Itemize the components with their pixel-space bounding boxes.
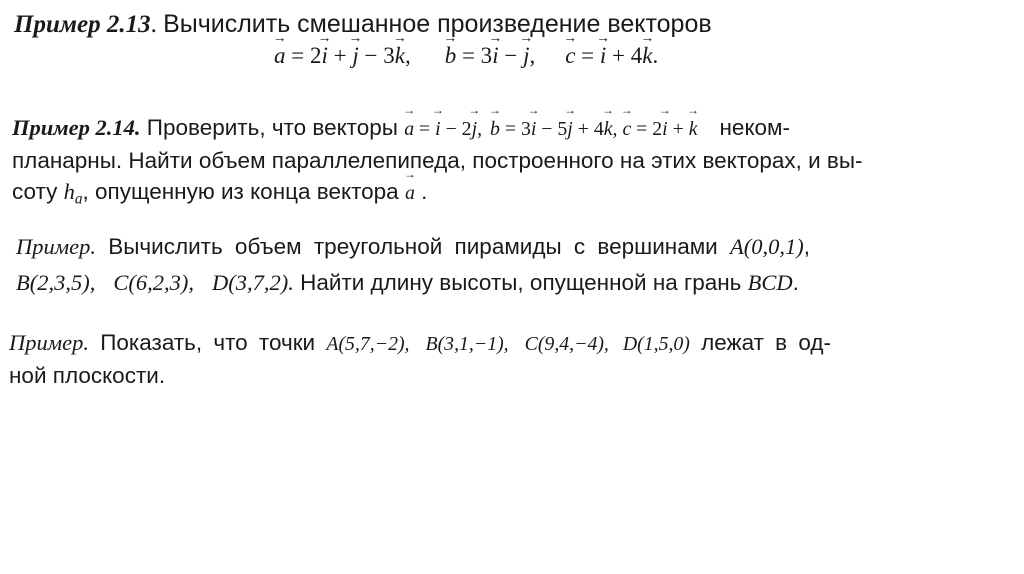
- example-2-14-line-1: [12, 112, 1012, 145]
- example-2-14-line-3-start: соту: [12, 179, 64, 204]
- vector-a-coef-2: − 2: [440, 118, 472, 140]
- vector-a-symbol: a →: [274, 41, 286, 71]
- example-2-14-line-2: планарны. Найти объем параллелепипеда, построенного на этих векторах, и вы-: [12, 148, 863, 173]
- vector-a-end: ,: [477, 118, 483, 140]
- vector-a-coef-3: − 3: [358, 43, 395, 68]
- example-points-label: Пример.: [9, 330, 89, 355]
- unit-i-symbol: i →: [435, 114, 441, 145]
- vector-a-symbol: a →: [405, 178, 415, 209]
- vector-b-coef-3: + 4: [572, 118, 604, 140]
- vector-b-coef-1: = 3: [499, 118, 531, 140]
- unit-k-symbol: k →: [642, 41, 652, 71]
- face-bcd: BCD: [747, 270, 793, 295]
- example-2-13-vectors: [274, 41, 1014, 71]
- unit-j-symbol: j →: [523, 41, 529, 71]
- example-pyramid-line-1: [16, 229, 1016, 265]
- example-points-text-2: лежат в од-: [689, 330, 832, 355]
- unit-j-symbol: j →: [352, 41, 358, 71]
- vector-b-coef-1: = 3: [456, 43, 493, 68]
- vector-c-eq: =: [575, 43, 600, 68]
- example-2-14-label: Пример 2.14.: [12, 115, 141, 140]
- point-d: D(1,5,0): [622, 333, 690, 355]
- example-2-13-label: Пример 2.13: [14, 11, 151, 38]
- point-c: C(6,2,3),: [113, 270, 194, 295]
- vector-a-op-1: +: [327, 43, 353, 68]
- example-points-text-1: Показать, что точки: [88, 330, 327, 355]
- unit-j-symbol: j →: [567, 114, 573, 145]
- example-pyramid-text-2: Найти длину высоты, опущенной на грань: [293, 270, 748, 295]
- vector-c-end: .: [652, 43, 659, 68]
- example-pyramid-line-2: [16, 265, 1016, 301]
- point-b: B(3,1,−1),: [425, 333, 509, 355]
- example-2-14-line-3-mid: , опущенную из конца вектора: [82, 179, 405, 204]
- point-c: C(9,4,−4),: [524, 333, 609, 355]
- example-pyramid-label: Пример.: [16, 234, 96, 259]
- example-points: [9, 327, 1009, 391]
- point-a: A(0,0,1): [730, 234, 804, 259]
- point-a: A(5,7,−2),: [326, 333, 410, 355]
- vector-b-end: ,: [529, 43, 536, 68]
- vector-b-symbol: b →: [490, 114, 500, 145]
- height-h: h: [63, 179, 75, 204]
- example-2-13: [14, 8, 1014, 71]
- unit-i-symbol: i →: [531, 114, 537, 145]
- unit-i-symbol: i →: [492, 41, 498, 71]
- vector-b-symbol: b →: [445, 41, 457, 71]
- example-points-line-2: ной плоскости.: [9, 363, 166, 388]
- vector-a-symbol: a →: [404, 114, 414, 145]
- example-pyramid-end: .: [792, 270, 799, 295]
- height-subscript: a: [74, 190, 83, 208]
- example-2-13-text: Вычислить смешанное произведение векторов: [163, 10, 712, 38]
- example-2-14-line-3-end: .: [414, 179, 428, 204]
- vector-b-op-1: −: [498, 43, 524, 68]
- example-pyramid: [16, 229, 1016, 301]
- point-b: B(2,3,5),: [16, 270, 96, 295]
- unit-i-symbol: i →: [662, 114, 668, 145]
- vector-a-eq: =: [414, 118, 436, 140]
- vector-c-coef-1: = 2: [631, 118, 663, 140]
- point-d: D(3,7,2).: [211, 270, 294, 295]
- vector-c-op: +: [667, 118, 689, 140]
- vector-c-symbol: c →: [622, 114, 631, 145]
- vector-c-symbol: c →: [565, 41, 575, 71]
- example-2-14-text-2: неком-: [719, 115, 791, 140]
- example-points-line-1: [9, 327, 1009, 360]
- example-pyramid-text-1: Вычислить объем треугольной пирамиды с вершинами: [95, 234, 730, 259]
- unit-i-symbol: i →: [321, 41, 327, 71]
- unit-k-symbol: k →: [395, 41, 405, 71]
- height-symbol: [63, 179, 83, 208]
- example-2-13-line-1: [14, 8, 1014, 41]
- vector-a-end: ,: [404, 43, 411, 68]
- vector-a-coef-1: = 2: [285, 43, 322, 68]
- unit-j-symbol: j →: [472, 114, 478, 145]
- example-2-14-line-3: [12, 176, 1012, 215]
- unit-k-symbol: k →: [689, 114, 698, 145]
- unit-i-symbol: i →: [600, 41, 606, 71]
- example-2-14: [12, 112, 1012, 215]
- example-2-14-text-1: Проверить, что векторы: [140, 115, 405, 140]
- vector-c-coef-2: + 4: [606, 43, 643, 68]
- vector-b-end: ,: [612, 118, 618, 140]
- vector-b-coef-2: − 5: [536, 118, 568, 140]
- point-a-end: ,: [803, 234, 810, 259]
- unit-k-symbol: k →: [604, 114, 613, 145]
- example-2-13-label-dot: .: [150, 11, 164, 38]
